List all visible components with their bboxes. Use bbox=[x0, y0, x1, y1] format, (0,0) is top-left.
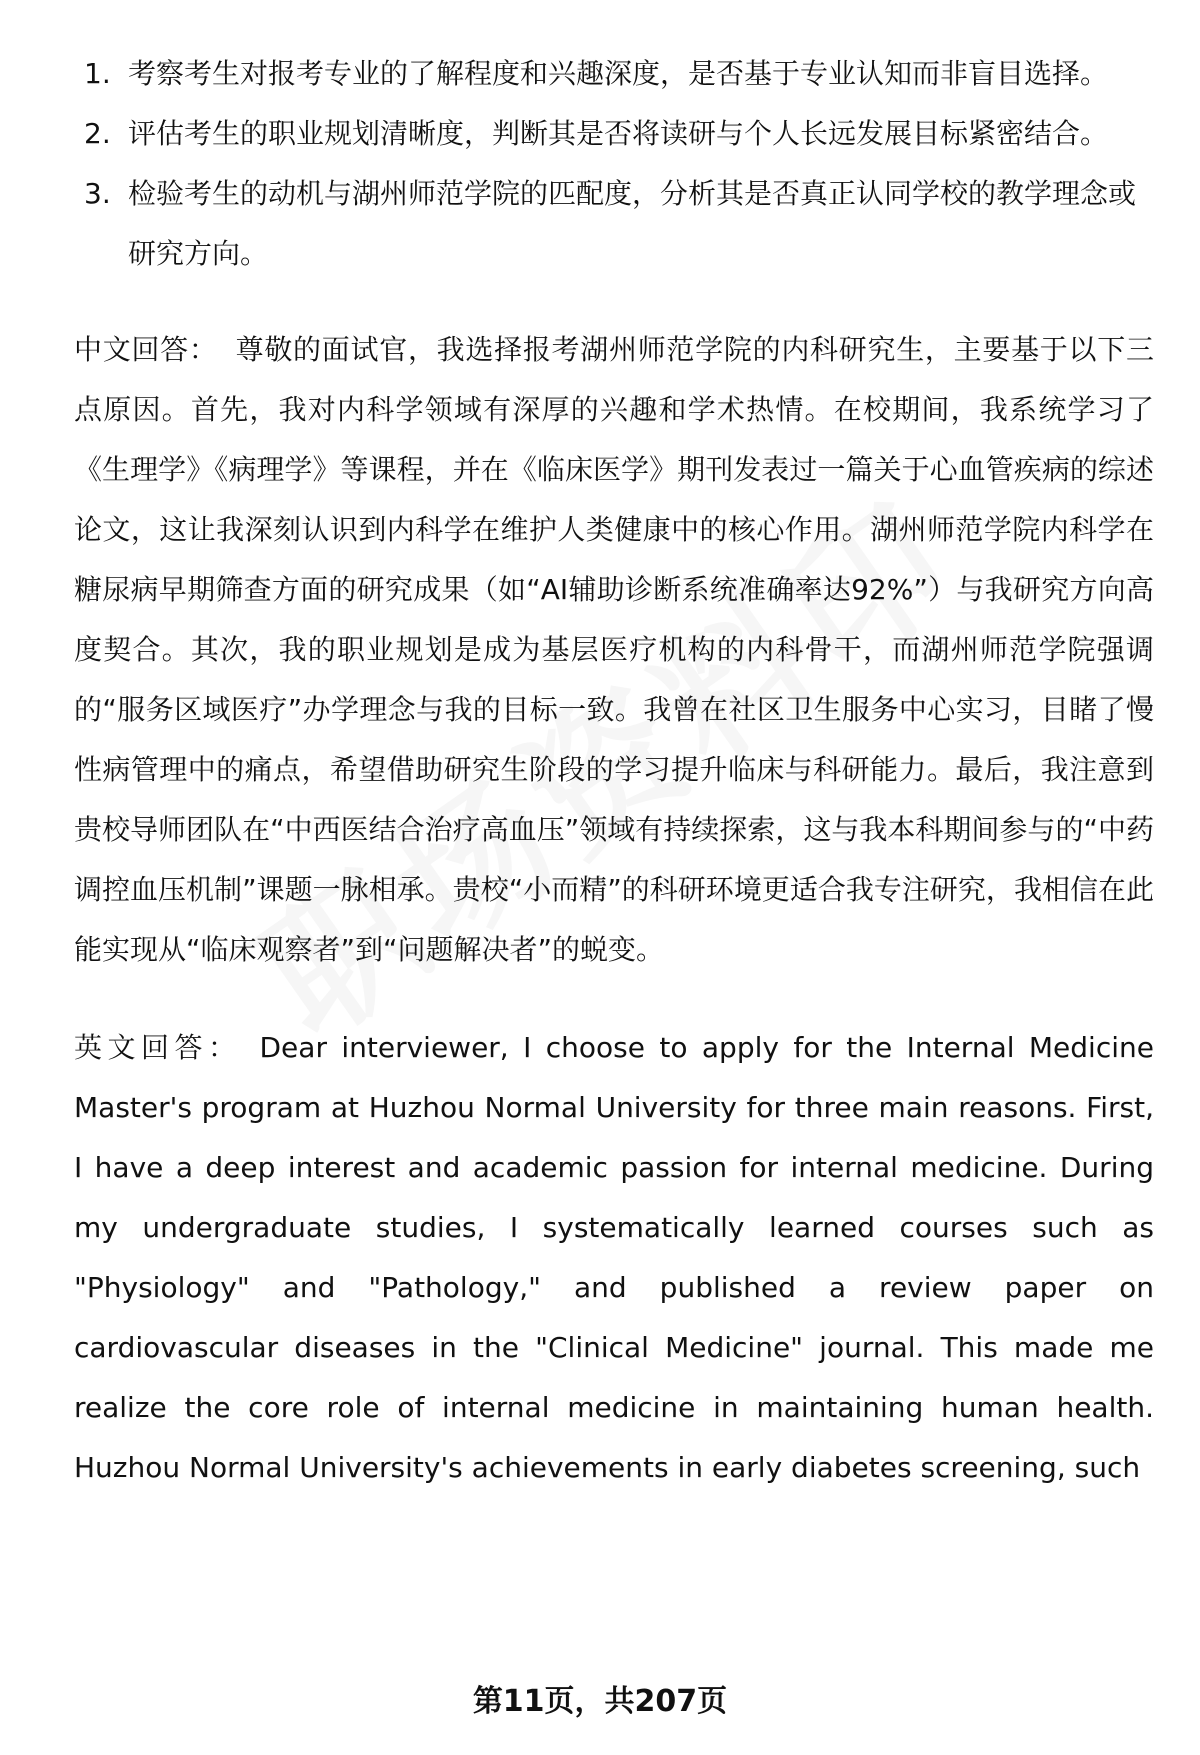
document-body bbox=[74, 44, 1154, 1498]
english-answer-paragraph bbox=[74, 1018, 1154, 1498]
list-item bbox=[74, 164, 1154, 284]
chinese-answer-label: 中文回答： bbox=[74, 333, 218, 366]
list-item bbox=[74, 104, 1154, 164]
list-item-text: 检验考生的动机与湖州师范学院的匹配度，分析其是否真正认同学校的教学理念或研究方向。 bbox=[128, 177, 1137, 270]
criteria-list bbox=[74, 44, 1154, 284]
english-answer-text: Dear interviewer, I choose to apply for the Internal Medicine Master's program at Huzhou Normal University for three main reasons. First, I have a deep interest and academic passion for internal medicine. During my undergraduate studies, I systematically learned courses such as "Physiology" and "Pathology," and published a review paper on cardiovascular diseases in the "Clinical Medicine" journal. This made me realize the core role of internal medicine in maintaining human health. Huzhou Normal University's achievements in early diabetes screening, such bbox=[74, 1031, 1154, 1484]
list-number: 2. bbox=[84, 117, 111, 150]
list-item bbox=[74, 44, 1154, 104]
chinese-answer-paragraph bbox=[74, 320, 1154, 980]
list-number: 3. bbox=[84, 177, 111, 210]
list-item-text: 评估考生的职业规划清晰度，判断其是否将读研与个人长远发展目标紧密结合。 bbox=[128, 117, 1109, 150]
page-number-footer: 第11页，共207页 bbox=[472, 1684, 728, 1719]
list-item-text: 考察考生对报考专业的了解程度和兴趣深度，是否基于专业认知而非盲目选择。 bbox=[128, 57, 1109, 90]
list-number: 1. bbox=[84, 57, 111, 90]
chinese-answer-text: 尊敬的面试官，我选择报考湖州师范学院的内科研究生，主要基于以下三点原因。首先，我对内科学领域有深厚的兴趣和学术热情。在校期间，我系统学习了《生理学》《病理学》等课程，并在《临床医学》期刊发表过一篇关于心血管疾病的综述论文，这让我深刻认识到内科学在维护人类健康中的核心作用。湖州师范学院内科学在糖尿病早期筛查方面的研究成果（如“AI辅助诊断系统准确率达92%”）与我研究方向高度契合。其次，我的职业规划是成为基层医疗机构的内科骨干，而湖州师范学院强调的“服务区域医疗”办学理念与我的目标一致。我曾在社区卫生服务中心实习，目睹了慢性病管理中的痛点，希望借助研究生阶段的学习提升临床与科研能力。最后，我注意到贵校导师团队在“中西医结合治疗高血压”领域有持续探索，这与我本科期间参与的“中药调控血压机制”课题一脉相承。贵校“小而精”的科研环境更适合我专注研究，我相信在此能实现从“临床观察者”到“问题解决者”的蜕变。 bbox=[74, 333, 1154, 966]
english-answer-label: 英文回答： bbox=[74, 1031, 242, 1064]
